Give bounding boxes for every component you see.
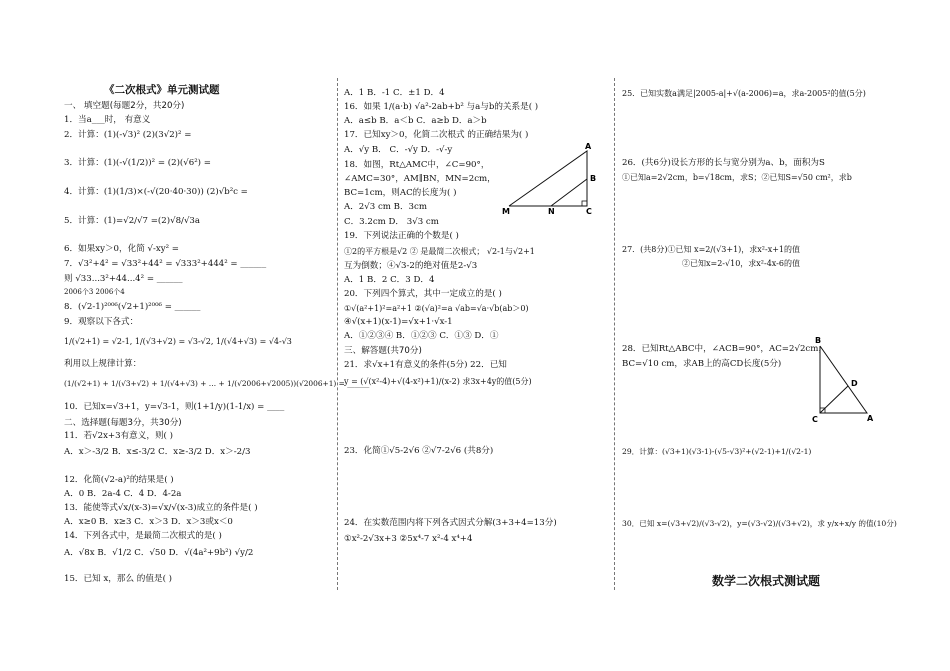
question-20-formulas: ①√(a²+1)²=a²+1 ②(√a)²=a √ab=√a·√b(ab＞0): [344, 304, 529, 313]
question-24-parts: ①x²-2√3x+3 ②5x⁴-7 x²-4 x⁴+4: [344, 534, 473, 544]
question-20: 20．下列四个算式，其中一定成立的是( ): [344, 289, 502, 299]
question-26-parts: ①已知a=2√2cm，b=√18cm，求S；②已知S=√50 cm²，求b: [622, 173, 852, 182]
question-10: 10．已知x=√3+1，y=√3-1，则(1+1/y)(1-1/x) = ____: [64, 402, 285, 412]
question-18: 18．如图，Rt△AMC中，∠C=90°，: [344, 160, 490, 170]
question-7: 7．√3²+4² = √33²+44² = √333²+444² = ______: [64, 259, 267, 269]
question-18-cont2: BC=1cm，则AC的长度为( ): [344, 188, 457, 198]
question-26: 26．(共6分)设长方形的长与宽分别为a、b，面积为S: [622, 158, 825, 168]
label-n: N: [548, 207, 555, 216]
divider-right: [614, 78, 615, 590]
question-19-options: A．1 B．2 C．3 D．4: [344, 275, 435, 285]
label-d: D: [851, 379, 858, 388]
section-solve: 三、解答题(共70分): [344, 346, 422, 356]
question-17-options: A．√y B． C．-√y D．-√-y: [344, 145, 453, 155]
label-b: B: [815, 336, 822, 345]
question-11-options: A．x＞-3/2 B．x≤-3/2 C．x≥-3/2 D．x＞-2/3: [64, 447, 251, 457]
question-7-note: 2006个3 2006个4: [64, 288, 125, 296]
label-c: C: [812, 415, 818, 424]
question-18-options-cd: C．3.2cm D． 3√3 cm: [344, 217, 439, 227]
question-13-options: A．x≥0 B．x≥3 C．x＞3 D．x＞3或x＜0: [64, 517, 233, 527]
figure-triangle-abc: [812, 338, 872, 428]
question-30: 30．已知 x=(√3+√2)/(√3-√2)，y=(√3-√2)/(√3+√2)，求 y/x+x/y 的值(10分): [622, 519, 897, 528]
question-20-formula-4: ④√(x+1)(x-1)=√x+1·√x-1: [344, 317, 453, 327]
question-6: 6．如果xy＞0，化简 √-xy² =: [64, 244, 179, 254]
question-15: 15．已知 x，那么 的值是( ): [64, 574, 173, 584]
footer-title: 数学二次根式测试题: [712, 574, 821, 588]
question-27-part1: 27．(共8分)①已知 x=2/(√3+1)，求x²-x+1的值: [622, 245, 801, 254]
question-9-instruction: 利用以上规律计算：: [64, 359, 142, 369]
test-title: 《二次根式》单元测试题: [104, 84, 220, 96]
section-fill-in: 一、 填空题(每题2分，共20分): [64, 101, 185, 111]
question-8: 8．(√2-1)²⁰⁰⁶(√2+1)²⁰⁰⁶ = ______: [64, 302, 201, 312]
question-9: 9．观察以下各式：: [64, 317, 139, 327]
question-25: 25．已知实数a满足|2005-a|+√(a-2006)=a，求a-2005²的值(5分): [622, 89, 866, 98]
question-16: 16．如果 1/(a·b) √a²-2ab+b² 与a与b的关系是( ): [344, 102, 539, 112]
question-9-pattern: 1/(√2+1) = √2-1, 1/(√3+√2) = √3-√2, 1/(√4+√3) = √4-√3: [64, 337, 292, 346]
label-b: B: [590, 174, 597, 183]
question-17: 17．已知xy＞0，化简二次根式 的正确结果为( ): [344, 130, 529, 140]
label-a: A: [867, 414, 874, 423]
question-9-expression: (1/(√2+1) + 1/(√3+√2) + 1/(√4+√3) + … + 1/(√2006+√2005))(√2006+1) = ______: [64, 379, 370, 388]
question-3: 3．计算：(1)(-√(1/2))² = (2)(√6²) =: [64, 158, 211, 168]
question-19: 19．下列说法正确的个数是( ): [344, 231, 459, 241]
question-1: 1．当a___时， 有意义: [64, 115, 151, 125]
label-c: C: [586, 207, 592, 216]
question-12: 12．化简(√2-a)²的结果是( ): [64, 475, 174, 485]
question-11: 11．若√2x+3有意义，则( ): [64, 431, 173, 441]
question-19-statements: ①2的平方根是√2 ② 是最简二次根式； √2-1与√2+1: [344, 247, 535, 256]
question-24: 24．在实数范围内将下列各式因式分解(3+3+4=13分): [344, 518, 557, 528]
question-18-options-ab: A．2√3 cm B．3cm: [344, 202, 427, 212]
question-4: 4．计算：(1)(1/3)×(-√(20·40·30)) (2)√b²c =: [64, 187, 248, 197]
question-2: 2．计算：(1)(-√3)² (2)(3√2)² =: [64, 130, 192, 140]
section-choice: 二、选择题(每题3分，共30分): [64, 418, 182, 428]
figure-triangle-amc: [502, 142, 599, 216]
question-7-cont: 则 √33...3²+44...4² = ______: [64, 274, 183, 284]
question-5: 5．计算：(1)=√2/√7 =(2)√8/√3a: [64, 216, 201, 226]
question-23: 23．化简①√5-2√6 ②√7-2√6 (共8分): [344, 446, 494, 456]
question-28: 28．已知Rt△ABC中，∠ACB=90°，AC=2√2cm，: [622, 344, 827, 354]
question-18-cont1: ∠AMC=30°，AM∥BN，MN=2cm，: [344, 174, 496, 184]
question-21-22: 21．求√x+1有意义的条件(5分) 22．已知: [344, 360, 507, 370]
question-16-options: A．a≤b B．a＜b C．a≥b D．a＞b: [344, 116, 487, 126]
label-m: M: [502, 207, 510, 216]
question-12-options: A．0 B．2a-4 C．4 D．4-2a: [64, 489, 182, 499]
question-14-options: A．√8x B．√1/2 C．√50 D．√(4a²+9b²) √y/2: [64, 548, 254, 558]
divider-left: [337, 78, 338, 590]
question-19-statements-cont: 互为倒数；④√3-2的绝对值是2-√3: [344, 261, 478, 271]
question-29: 29．计算：(√3+1)(√3-1)-(√5-√3)²+(√2-1)+1/(√2-1): [622, 447, 812, 456]
question-20-options: A．①②③④ B．①②③ C．①③ D．①: [344, 331, 499, 341]
question-22-equation: y = (√(x²-4)+√(4-x²)+1)/(x-2) 求3x+4y的值(5分): [344, 377, 532, 386]
question-27-part2: ②已知x=2-√10，求x²-4x-6的值: [682, 259, 800, 268]
question-13: 13．能使等式√x/(x-3)=√x/√(x-3)成立的条件是( ): [64, 503, 258, 513]
question-14: 14．下列各式中，是最简二次根式的是( ): [64, 531, 222, 541]
question-28-cont: BC=√10 cm，求AB上的高CD长度(5分): [622, 359, 782, 369]
question-15-options: A．1 B．-1 C．±1 D．4: [344, 88, 445, 98]
label-a: A: [585, 142, 592, 151]
